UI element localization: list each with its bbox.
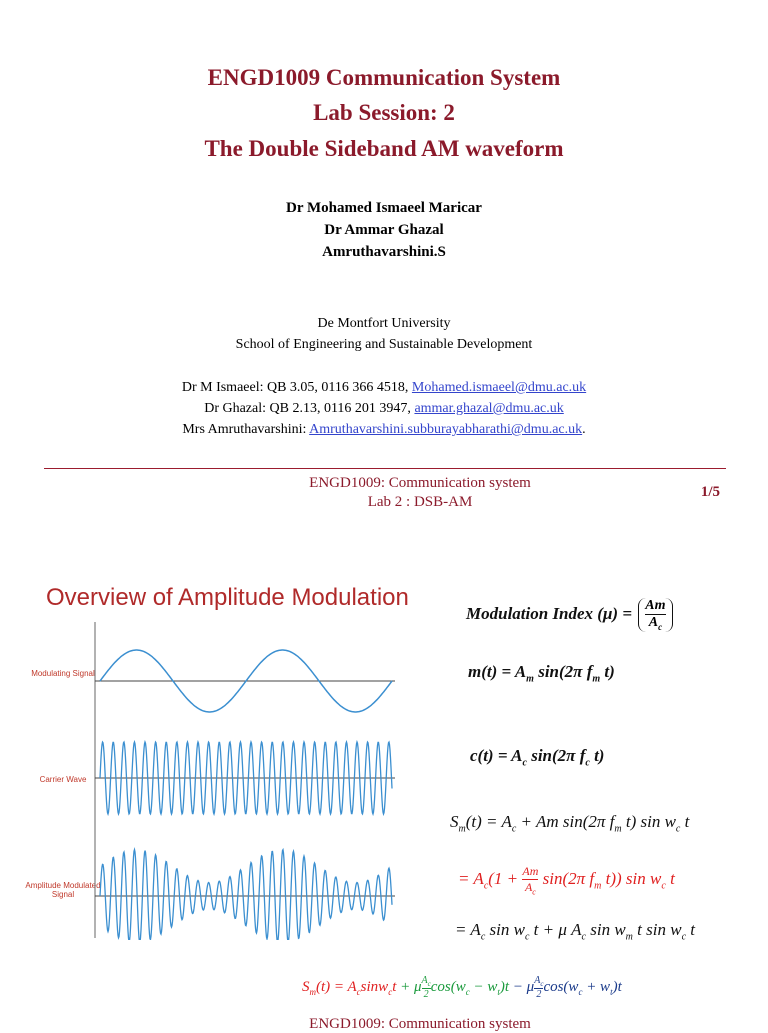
contact-amruthavarshini bbox=[0, 422, 768, 438]
contact-ismaeel bbox=[0, 380, 768, 396]
modulation-index-equation: Modulation Index (μ) = $\frac{Am}{A_c}$ bbox=[466, 598, 673, 632]
carrier-wave-label: Carrier Wave bbox=[39, 775, 87, 784]
email-link-ismaeel[interactable]: Mohamed.ismaeel@dmu.ac.uk bbox=[411, 380, 587, 395]
university-name: De Montfort University bbox=[317, 316, 451, 331]
lab-topic-title: The Double Sideband AM waveform bbox=[204, 136, 564, 161]
contact-text: Mrs Amruthavarshini: bbox=[182, 422, 310, 437]
modulating-signal-label: Modulating Signal bbox=[31, 669, 95, 678]
next-page-footer: ENGD1009: Communication system bbox=[309, 1016, 531, 1032]
modulating-equation: $m(t) = A_m$ sin(2π $f_m$ t) bbox=[468, 662, 615, 685]
author-1: Dr Mohamed Ismaeel Maricar bbox=[286, 200, 482, 216]
am-signal-equation: $S_m(t) = A_c + Am$ sin(2π $f_m$ t) $\sin w_c$ t bbox=[450, 812, 690, 835]
am-final-equation: $S_m(t) = A_c\sin w_ct + \mu$ $\frac{A_c}{2}$ $\cos(w_c - w_t)t - \mu$ $\frac{A_c}{2}$ $\cos(w_c + w_t)t$ bbox=[302, 975, 622, 1000]
contact-ghazal bbox=[0, 401, 768, 417]
document-title: ENGD1009 Communication System bbox=[207, 65, 561, 90]
page-number: 1/5 bbox=[700, 484, 720, 500]
am-product-equation: = $A_c$ $\sin w_c$ t + μ $A_c$ $\sin w_m$ t $\sin w_c$ t bbox=[455, 920, 695, 943]
author-3: Amruthavarshini.S bbox=[322, 244, 446, 260]
lab-session-title: Lab Session: 2 bbox=[313, 100, 455, 125]
contact-text: Dr Ghazal: QB 2.13, 0116 201 3947, bbox=[204, 401, 415, 416]
footer-course: ENGD1009: Communication system bbox=[309, 475, 531, 491]
am-expanded-equation: = $A_c(1$ + $\frac{Am}{A_c}$ sin(2π $f_m$ t)) $\sin w_c$ t bbox=[458, 864, 675, 897]
am-wave bbox=[100, 850, 392, 940]
footer-divider bbox=[44, 468, 726, 469]
author-2: Dr Ammar Ghazal bbox=[324, 222, 444, 238]
contact-text: Dr M Ismaeel: QB 3.05, 0116 366 4518, bbox=[181, 380, 412, 395]
waveform-figure bbox=[0, 620, 420, 940]
carrier-equation: $c(t) = A_c$ sin(2π $f_c$ t) bbox=[470, 746, 605, 769]
slide-title: Overview of Amplitude Modulation bbox=[46, 584, 409, 611]
email-link-amruthavarshini[interactable]: Amruthavarshini.subburayabharathi@dmu.ac.uk bbox=[309, 422, 583, 437]
footer-lab: Lab 2 : DSB-AM bbox=[367, 494, 473, 510]
school-name: School of Engineering and Sustainable Development bbox=[235, 337, 533, 352]
contact-suffix: . bbox=[582, 422, 586, 437]
email-link-ghazal[interactable]: ammar.ghazal@dmu.ac.uk bbox=[414, 401, 564, 416]
am-signal-label: Amplitude Modulated Signal bbox=[25, 881, 101, 899]
